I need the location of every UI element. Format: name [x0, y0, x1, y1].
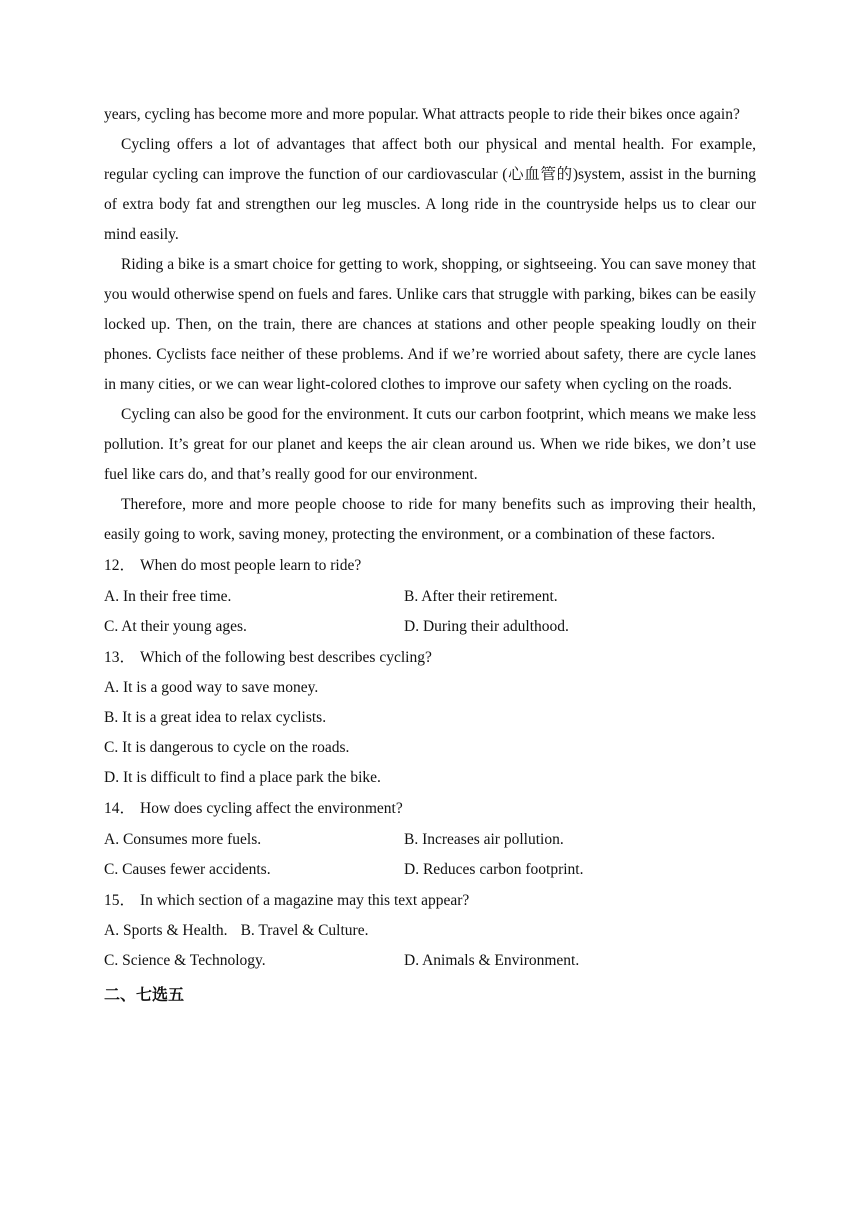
question-text: How does cycling affect the environment?	[140, 800, 403, 817]
question-number: 14．	[104, 800, 136, 817]
question-text: In which section of a magazine may this text appear?	[140, 892, 470, 909]
option-c: C. Causes fewer accidents.	[104, 861, 271, 878]
question-text: Which of the following best describes cycling?	[140, 649, 432, 666]
question-15	[104, 885, 756, 976]
question-14	[104, 793, 756, 885]
option-a: A. Sports & Health.	[104, 922, 228, 939]
question-12	[104, 550, 756, 642]
option-d: D. During their adulthood.	[404, 618, 569, 635]
question-stem	[104, 793, 756, 824]
passage-paragraph-3: Cycling can also be good for the environment. It cuts our carbon footprint, which means we make less pollution. It’s great for our planet and keeps the air clean around us. When we ride bikes, we don’t use fuel like cars do, and that’s really good for our environment.	[104, 406, 756, 483]
section-heading: 二、七选五	[104, 985, 185, 1004]
question-stem	[104, 885, 756, 916]
option-a: A. In their free time.	[104, 588, 232, 605]
option-b: B. After their retirement.	[404, 588, 558, 605]
passage-paragraph-2: Riding a bike is a smart choice for getting to work, shopping, or sightseeing. You can save money that you would otherwise spend on fuels and fares. Unlike cars that struggle with parking, bikes can be easily locked up. Then, on the train, there are chances at stations and other people speaking loudly on their phones. Cyclists face neither of these problems. And if we’re worried about safety, there are cycle lanes in many cities, or we can wear light-colored clothes to improve our safety when cycling on the roads.	[104, 256, 756, 393]
option-b: B. Travel & Culture.	[240, 922, 369, 939]
question-text: When do most people learn to ride?	[140, 557, 362, 574]
option-b: B. Increases air pollution.	[404, 831, 564, 848]
option-d: D. It is difficult to find a place park the bike.	[104, 769, 381, 786]
option-b: B. It is a great idea to relax cyclists.	[104, 709, 327, 726]
question-stem	[104, 642, 756, 673]
options-grid	[104, 825, 756, 885]
option-c: C. At their young ages.	[104, 618, 247, 635]
option-a: A. It is a good way to save money.	[104, 679, 319, 696]
option-d: D. Animals & Environment.	[404, 952, 580, 969]
option-d: D. Reduces carbon footprint.	[404, 861, 584, 878]
document-page	[104, 100, 756, 1012]
option-c: C. Science & Technology.	[104, 952, 266, 969]
options-grid	[104, 582, 756, 642]
question-stem	[104, 550, 756, 581]
question-13	[104, 642, 756, 793]
question-number: 15．	[104, 892, 136, 909]
question-number: 12．	[104, 557, 136, 574]
options-grid	[104, 946, 756, 976]
option-a: A. Consumes more fuels.	[104, 831, 262, 848]
question-number: 13．	[104, 649, 136, 666]
options-row-ab	[104, 916, 756, 946]
passage-paragraph-0: years, cycling has become more and more popular. What attracts people to ride their bikes once again?	[104, 106, 740, 123]
option-c: C. It is dangerous to cycle on the roads.	[104, 739, 350, 756]
passage-paragraph-1: Cycling offers a lot of advantages that affect both our physical and mental health. For example, regular cycling can improve the function of our cardiovascular (心血管的)system, assist in the burning of extra body fat and strengthen our leg muscles. A long ride in the countryside helps us to clear our mind easily.	[104, 136, 756, 243]
passage-paragraph-4: Therefore, more and more people choose to ride for many benefits such as improving their health, easily going to work, saving money, protecting the environment, or a combination of these factors.	[104, 496, 756, 543]
